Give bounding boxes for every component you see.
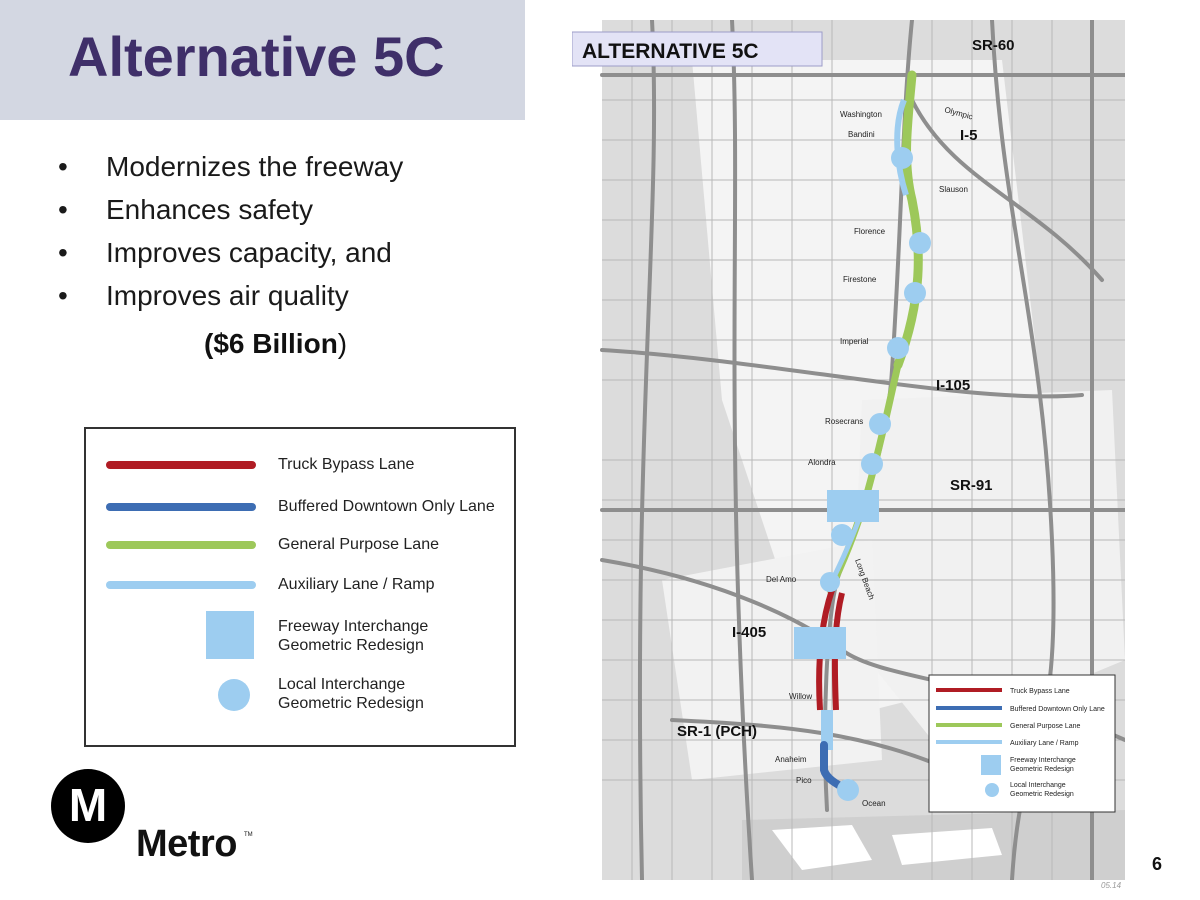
legend-label-multiline (278, 675, 424, 713)
metro-logo (50, 768, 126, 844)
metro-logo-letter: M (68, 779, 108, 831)
legend-label-line: Geometric Redesign (278, 695, 424, 712)
bullet-text: Improves capacity, and (106, 237, 392, 268)
map-legend-label: Truck Bypass Lane (1010, 688, 1070, 695)
legend-label-multiline (278, 617, 428, 655)
legend-item-truck-bypass (86, 445, 514, 485)
label-bandini: Bandini (848, 130, 875, 139)
map-edge (572, 20, 602, 880)
label-willow: Willow (789, 692, 813, 701)
legend-item-buffered-downtown (86, 487, 514, 527)
map-legend-label: Geometric Redesign (1010, 766, 1074, 773)
legend-label-line: Geometric Redesign (278, 637, 424, 654)
label-washington: Washington (840, 110, 882, 119)
label-anaheim: Anaheim (775, 755, 807, 764)
title-banner (0, 0, 525, 120)
trademark-mark: TM (244, 832, 253, 838)
legend-box (84, 427, 516, 747)
bullet-dot: • (58, 280, 68, 311)
local-interchange-swatch (218, 679, 250, 711)
cost-value: ($6 Billion (204, 328, 338, 359)
label-alondra: Alondra (808, 458, 836, 467)
label-firestone: Firestone (843, 275, 877, 284)
bullet-list (58, 151, 403, 323)
page-number: 6 (1152, 854, 1163, 874)
bullet-text: Enhances safety (106, 194, 314, 225)
bullet-item (58, 237, 403, 280)
legend-item-local-interchange (86, 673, 514, 729)
legend-item-freeway-interchange (86, 609, 514, 665)
label-sr91: SR-91 (950, 477, 993, 494)
bullet-dot: • (58, 194, 68, 225)
general-purpose-swatch (106, 541, 256, 549)
buffered-lane-swatch (106, 503, 256, 511)
label-pico: Pico (796, 776, 812, 785)
map-legend-label: Freeway Interchange (1010, 757, 1076, 764)
bullet-text: Improves air quality (106, 280, 349, 311)
legend-label: General Purpose Lane (278, 536, 439, 553)
cost-estimate (204, 328, 347, 360)
bullet-item (58, 194, 403, 237)
map-legend-label: Auxiliary Lane / Ramp (1010, 740, 1079, 747)
bullet-text: Modernizes the freeway (106, 151, 404, 182)
legend-item-general-purpose (86, 525, 514, 565)
cost-paren: ) (337, 328, 348, 359)
legend-item-auxiliary (86, 565, 514, 605)
label-imperial: Imperial (840, 337, 869, 346)
freeway-interchange-i405 (794, 627, 846, 659)
freeway-interchange-swatch (206, 611, 254, 659)
legend-label: Buffered Downtown Only Lane (278, 498, 495, 515)
label-i5: I-5 (960, 127, 978, 144)
bullet-dot: • (58, 237, 68, 268)
map-legend-label: Buffered Downtown Only Lane (1010, 706, 1105, 713)
map-stamp: 05.14 (1101, 881, 1122, 890)
map-header: ALTERNATIVE 5C (582, 40, 759, 63)
map-legend-label: Geometric Redesign (1010, 791, 1074, 798)
label-olympic: Olympic (943, 105, 974, 122)
corridor-map (572, 20, 1125, 880)
truck-bypass-swatch (106, 461, 256, 469)
label-i405: I-405 (732, 624, 767, 641)
legend-label: Auxiliary Lane / Ramp (278, 576, 435, 593)
auxiliary-swatch (106, 581, 256, 589)
metro-wordmark: Metro (136, 823, 237, 865)
bullet-item (58, 280, 403, 323)
label-i105: I-105 (936, 377, 971, 394)
label-slauson: Slauson (939, 185, 968, 194)
label-del-amo: Del Amo (766, 575, 797, 584)
freeway-interchange-sr91 (827, 490, 879, 522)
legend-label-line: Freeway Interchange (278, 618, 429, 635)
bullet-dot: • (58, 151, 68, 182)
slide-title: Alternative 5C (68, 25, 445, 88)
label-ocean: Ocean (862, 799, 886, 808)
bullet-item (58, 151, 403, 194)
label-long-beach: Long Beach (853, 557, 877, 601)
map-legend-label: Local Interchange (1010, 782, 1066, 789)
map-legend (929, 675, 1115, 812)
map-legend-label: General Purpose Lane (1010, 723, 1081, 730)
label-florence: Florence (854, 227, 886, 236)
label-sr1: SR-1 (PCH) (677, 723, 758, 740)
label-rosecrans: Rosecrans (825, 417, 864, 426)
legend-label-line: Local Interchange (278, 676, 406, 693)
legend-label: Truck Bypass Lane (278, 456, 415, 473)
label-sr60: SR-60 (972, 37, 1015, 54)
